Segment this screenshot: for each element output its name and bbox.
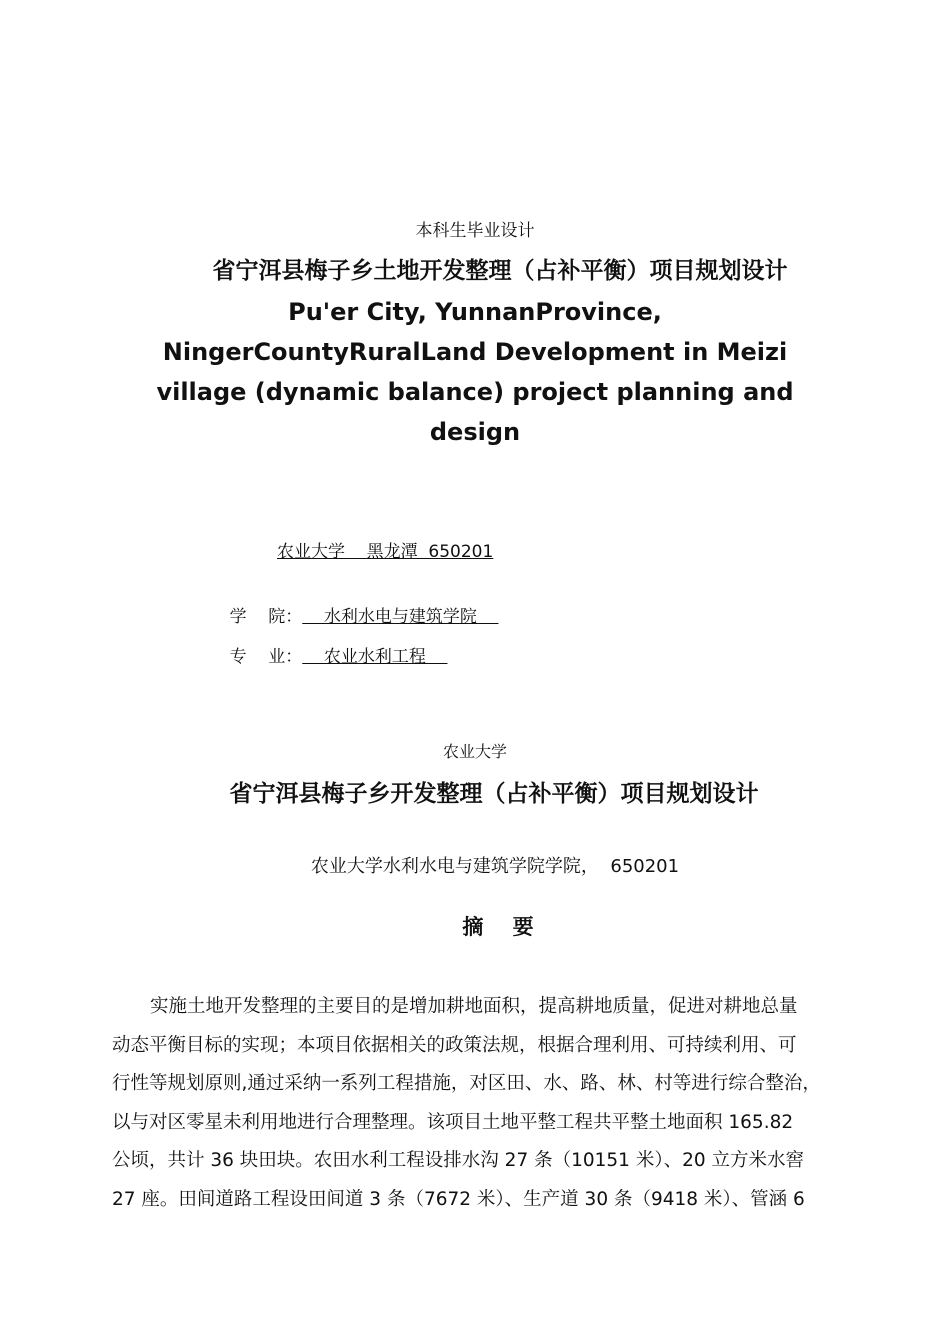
major-field <box>208 621 447 693</box>
thesis-title-chinese: 省宁洱县梅子乡土地开发整理（占补平衡）项目规划设计 <box>212 258 788 284</box>
title-en-line: village (dynamic balance) project planning and <box>156 378 794 406</box>
title-en-line: NingerCountyRuralLand Development in Meizi <box>162 338 788 366</box>
abstract-line: 行性等规划原则,通过采纳一系列工程措施，对区田、水、路、林、村等进行综合整治， <box>112 1073 821 1094</box>
abstract-university: 农业大学 <box>442 742 507 761</box>
abstract-line: 动态平衡目标的实现；本项目依据相关的政策法规，根据合理利用、可持续利用、可 <box>112 1034 797 1056</box>
abstract-line: 以与对区零星未利用地进行合理整理。该项目土地平整工程共平整土地面积 165.82 <box>112 1111 794 1133</box>
title-en-line: Pu'er City, YunnanProvince, <box>288 298 662 326</box>
author-affiliation: 农业大学水利水电与建筑学院学院， 650201 <box>310 856 680 877</box>
major-value: 农业水利工程 <box>302 647 448 667</box>
abstract-line: 27 座。田间道路工程设田间道 3 条（7672 米）、生产道 30 条（9418 米）、管涵 6 <box>112 1188 805 1210</box>
university-address: 农业大学 黑龙潭 650201 <box>277 542 494 562</box>
thesis-title-english <box>120 292 830 452</box>
college-value: 水利水电与建筑学院 <box>302 607 499 627</box>
major-label: 专 业： <box>229 647 303 667</box>
abstract-body <box>112 988 840 1219</box>
abstract-line: 公顷，共计 36 块田块。农田水利工程设排水沟 27 条（10151 米）、20 立方米水窖 <box>112 1150 805 1171</box>
abstract-line: 实施土地开发整理的主要目的是增加耕地面积，提高耕地质量，促进对耕地总量 <box>150 996 798 1017</box>
college-label: 学 院： <box>229 607 303 627</box>
abstract-title: 省宁洱县梅子乡开发整理（占补平衡）项目规划设计 <box>229 781 759 807</box>
abstract-heading: 摘 要 <box>462 915 534 939</box>
title-en-line: design <box>429 418 521 446</box>
document-type: 本科生毕业设计 <box>415 221 535 241</box>
